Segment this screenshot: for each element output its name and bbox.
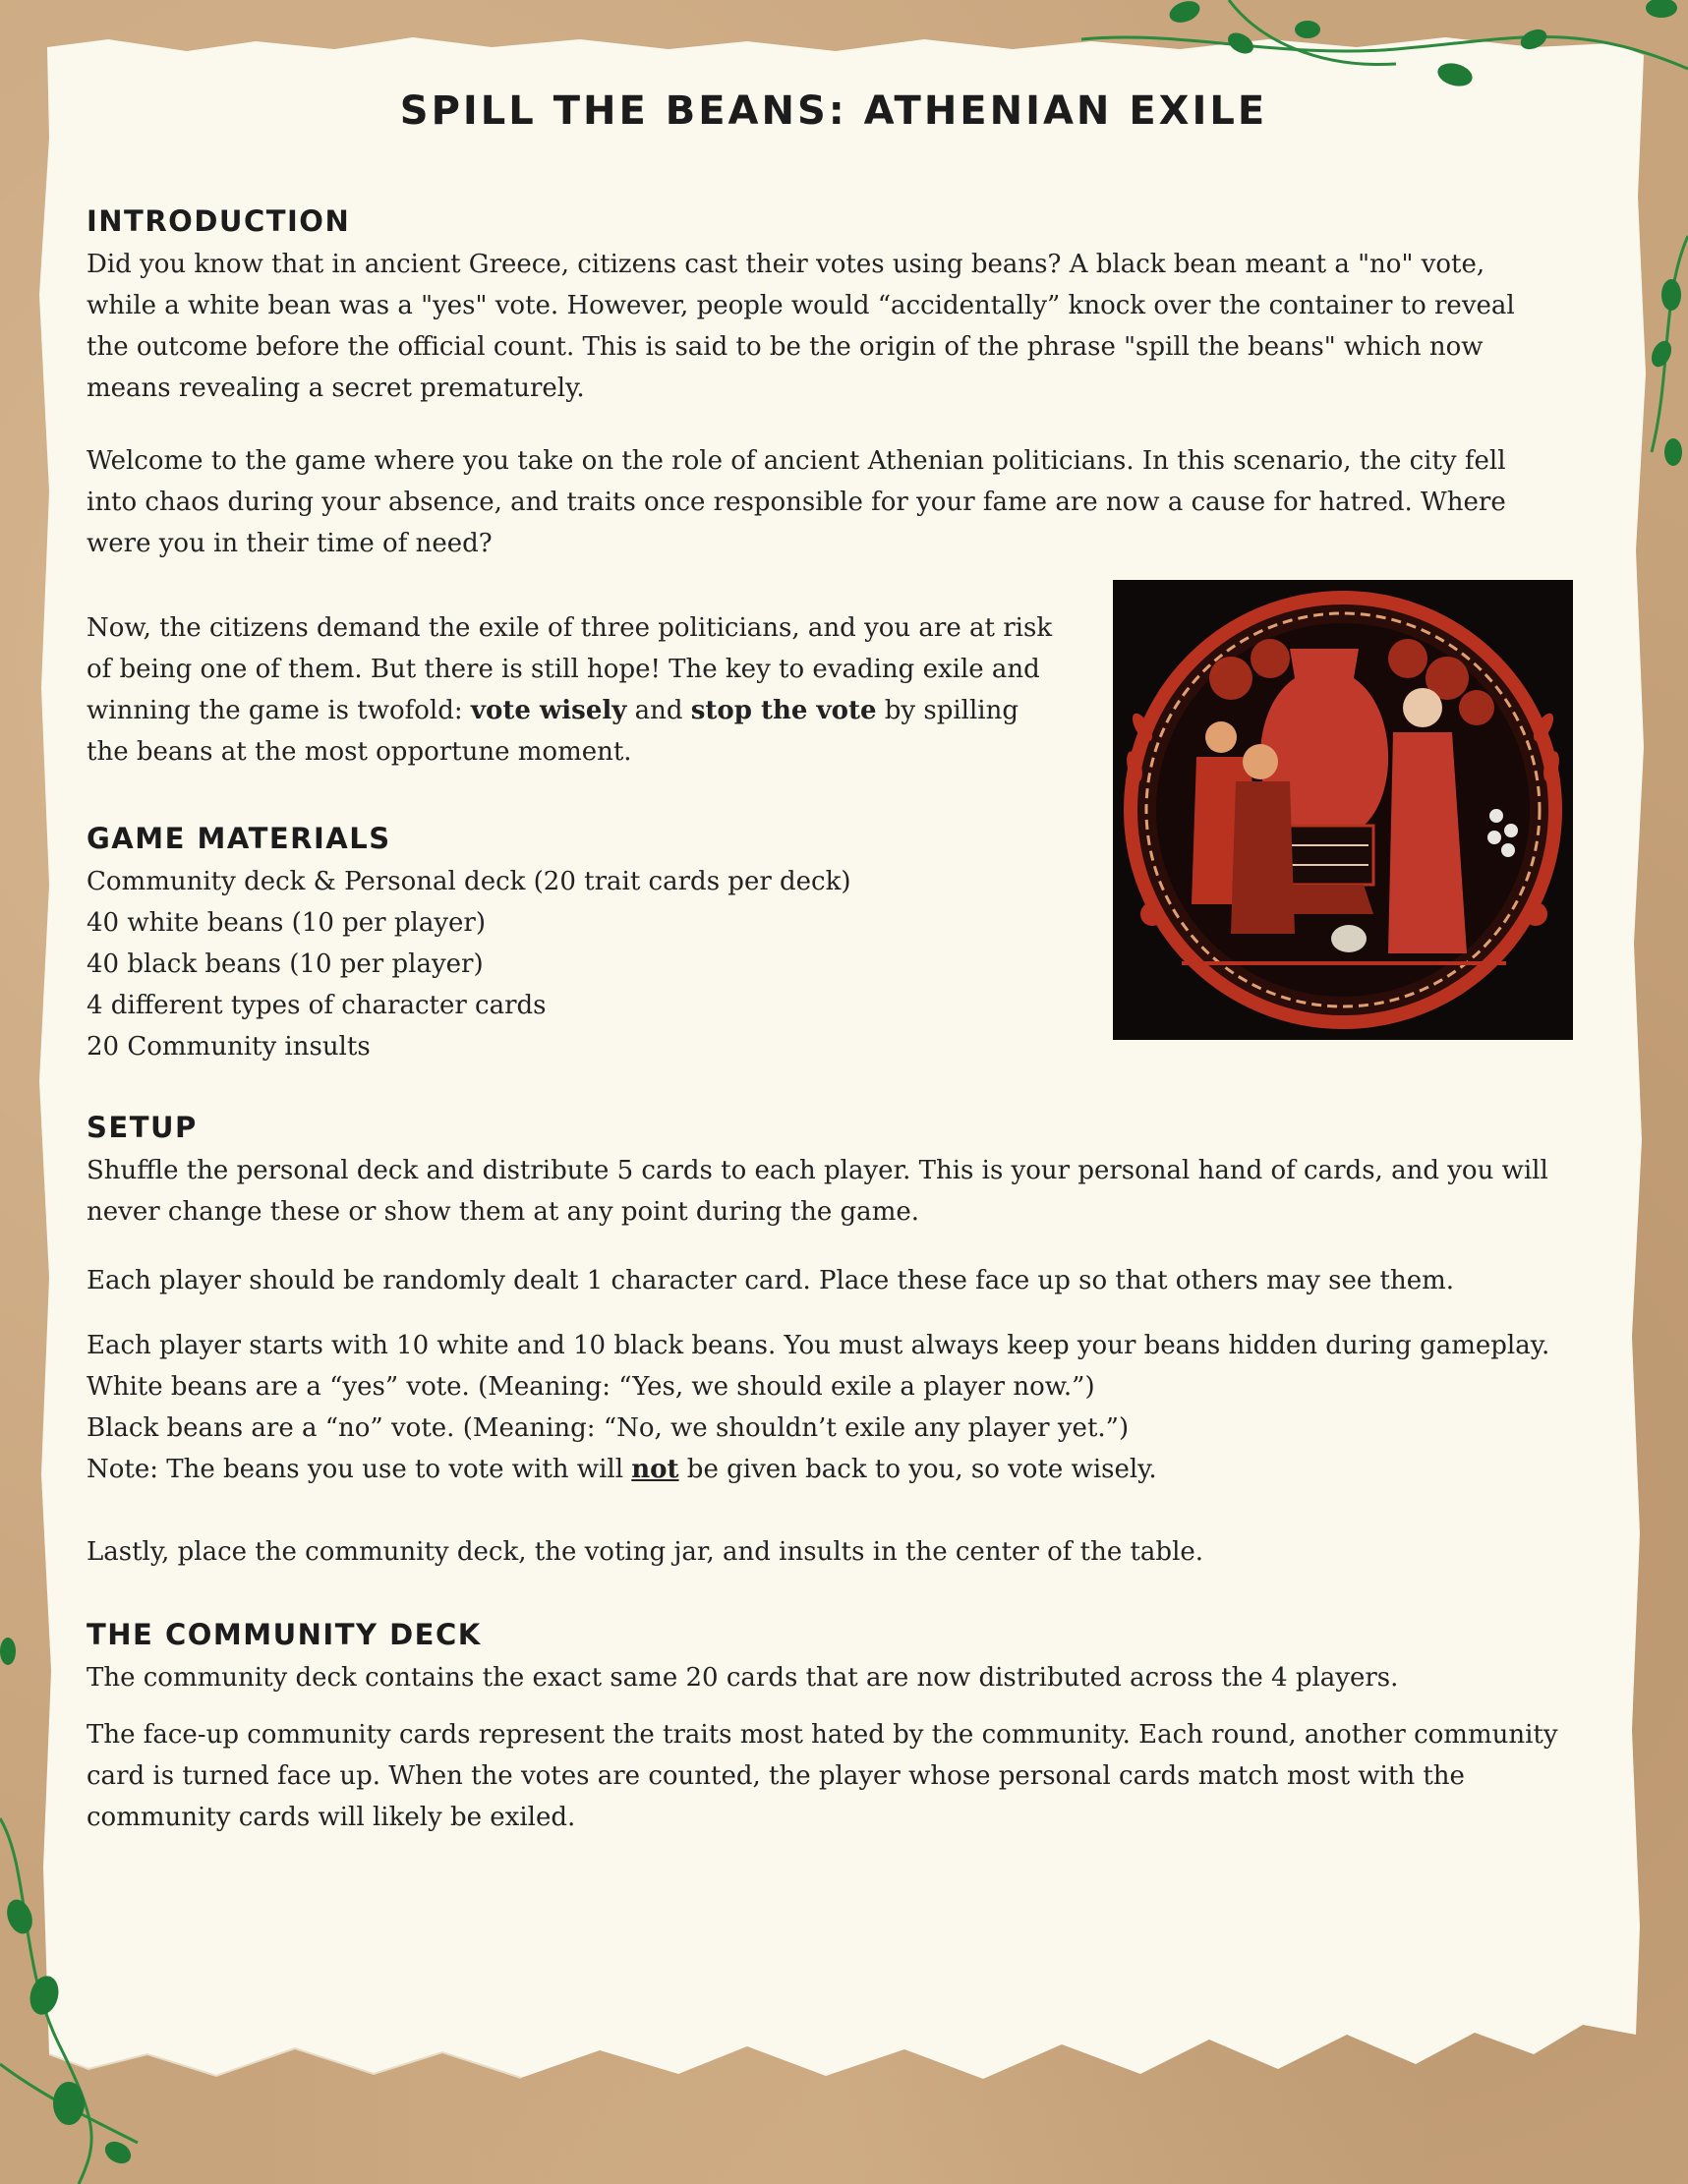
materials-item: Community deck & Personal deck (20 trait cards per deck): [87, 867, 851, 896]
heading-community-deck: THE COMMUNITY DECK: [87, 1618, 482, 1651]
setup-note-not: not: [631, 1455, 679, 1484]
community-paragraph-2: The face-up community cards represent the traits most hated by the community. Each round, another community card is turned face up. When the votes are counted, the player whose personal cards match most with the community cards will likely be exiled.: [87, 1720, 1558, 1832]
intro-paragraph-2: Welcome to the game where you take on the role of ancient Athenian politicians. In this scenario, the city fell into chaos during your absence, and traits once responsible for your fame are now a cause for hatred. Where were you in their time of need?: [87, 446, 1506, 558]
setup-note: [87, 1449, 1601, 1490]
intro-p3-bold-stop-the-vote: stop the vote: [690, 696, 877, 725]
heading-setup: SETUP: [87, 1111, 198, 1144]
intro-p3-bold-vote-wisely: vote wisely: [470, 696, 627, 725]
setup-paragraph-1: Shuffle the personal deck and distribute 5 cards to each player. This is your personal hand of cards, and you will never change these or show them at any point during the game.: [87, 1156, 1548, 1227]
intro-paragraph-3: [87, 607, 1060, 773]
setup-note-end: be given back to you, so vote wisely.: [678, 1455, 1157, 1484]
setup-paragraph-lastly: Lastly, place the community deck, the voting jar, and insults in the center of the table.: [87, 1537, 1204, 1567]
setup-note-start: Note: The beans you use to vote with will: [87, 1455, 632, 1484]
heading-introduction: INTRODUCTION: [87, 204, 351, 238]
materials-item: 40 white beans (10 per player): [87, 908, 486, 938]
materials-item: 40 black beans (10 per player): [87, 949, 484, 979]
intro-paragraph-1: Did you know that in ancient Greece, citizens cast their votes using beans? A black bean meant a "no" vote, while a white bean was a "yes" vote. However, people would “accidentally” knock over the container to reveal the outcome before the official count. This is said to be the origin of the phrase "spill the beans" which now means revealing a secret prematurely.: [87, 250, 1515, 403]
setup-paragraph-2: Each player should be randomly dealt 1 character card. Place these face up so that others may see them.: [87, 1266, 1455, 1295]
community-paragraph-1: The community deck contains the exact same 20 cards that are now distributed across the 4 players.: [87, 1663, 1399, 1693]
setup-white-beans: White beans are a “yes” vote. (Meaning: “Yes, we should exile a player now.”): [87, 1372, 1095, 1402]
setup-beans-start: Each player starts with 10 white and 10 black beans. You must always keep your beans hidden during gameplay.: [87, 1331, 1550, 1360]
materials-list: [87, 861, 971, 1067]
materials-item: 4 different types of character cards: [87, 991, 547, 1020]
page-title: SPILL THE BEANS: ATHENIAN EXILE: [399, 88, 1268, 134]
heading-game-materials: GAME MATERIALS: [87, 822, 391, 855]
intro-p3-start: Now, the citizens demand the exile of three politicians, and you are at risk of being one of them. But there is still hope! The key to evading exile and winning the game is twofold:: [87, 613, 1053, 725]
materials-item: 20 Community insults: [87, 1032, 371, 1062]
setup-black-beans: Black beans are a “no” vote. (Meaning: “No, we shouldn’t exile any player yet.”): [87, 1413, 1130, 1443]
intro-p3-mid: and: [626, 696, 691, 725]
setup-beans-block: [87, 1325, 1601, 1490]
intro-p3-end: by spilling the beans at the most opportune moment.: [87, 696, 1019, 767]
greek-vase-illustration: [1113, 580, 1573, 1040]
